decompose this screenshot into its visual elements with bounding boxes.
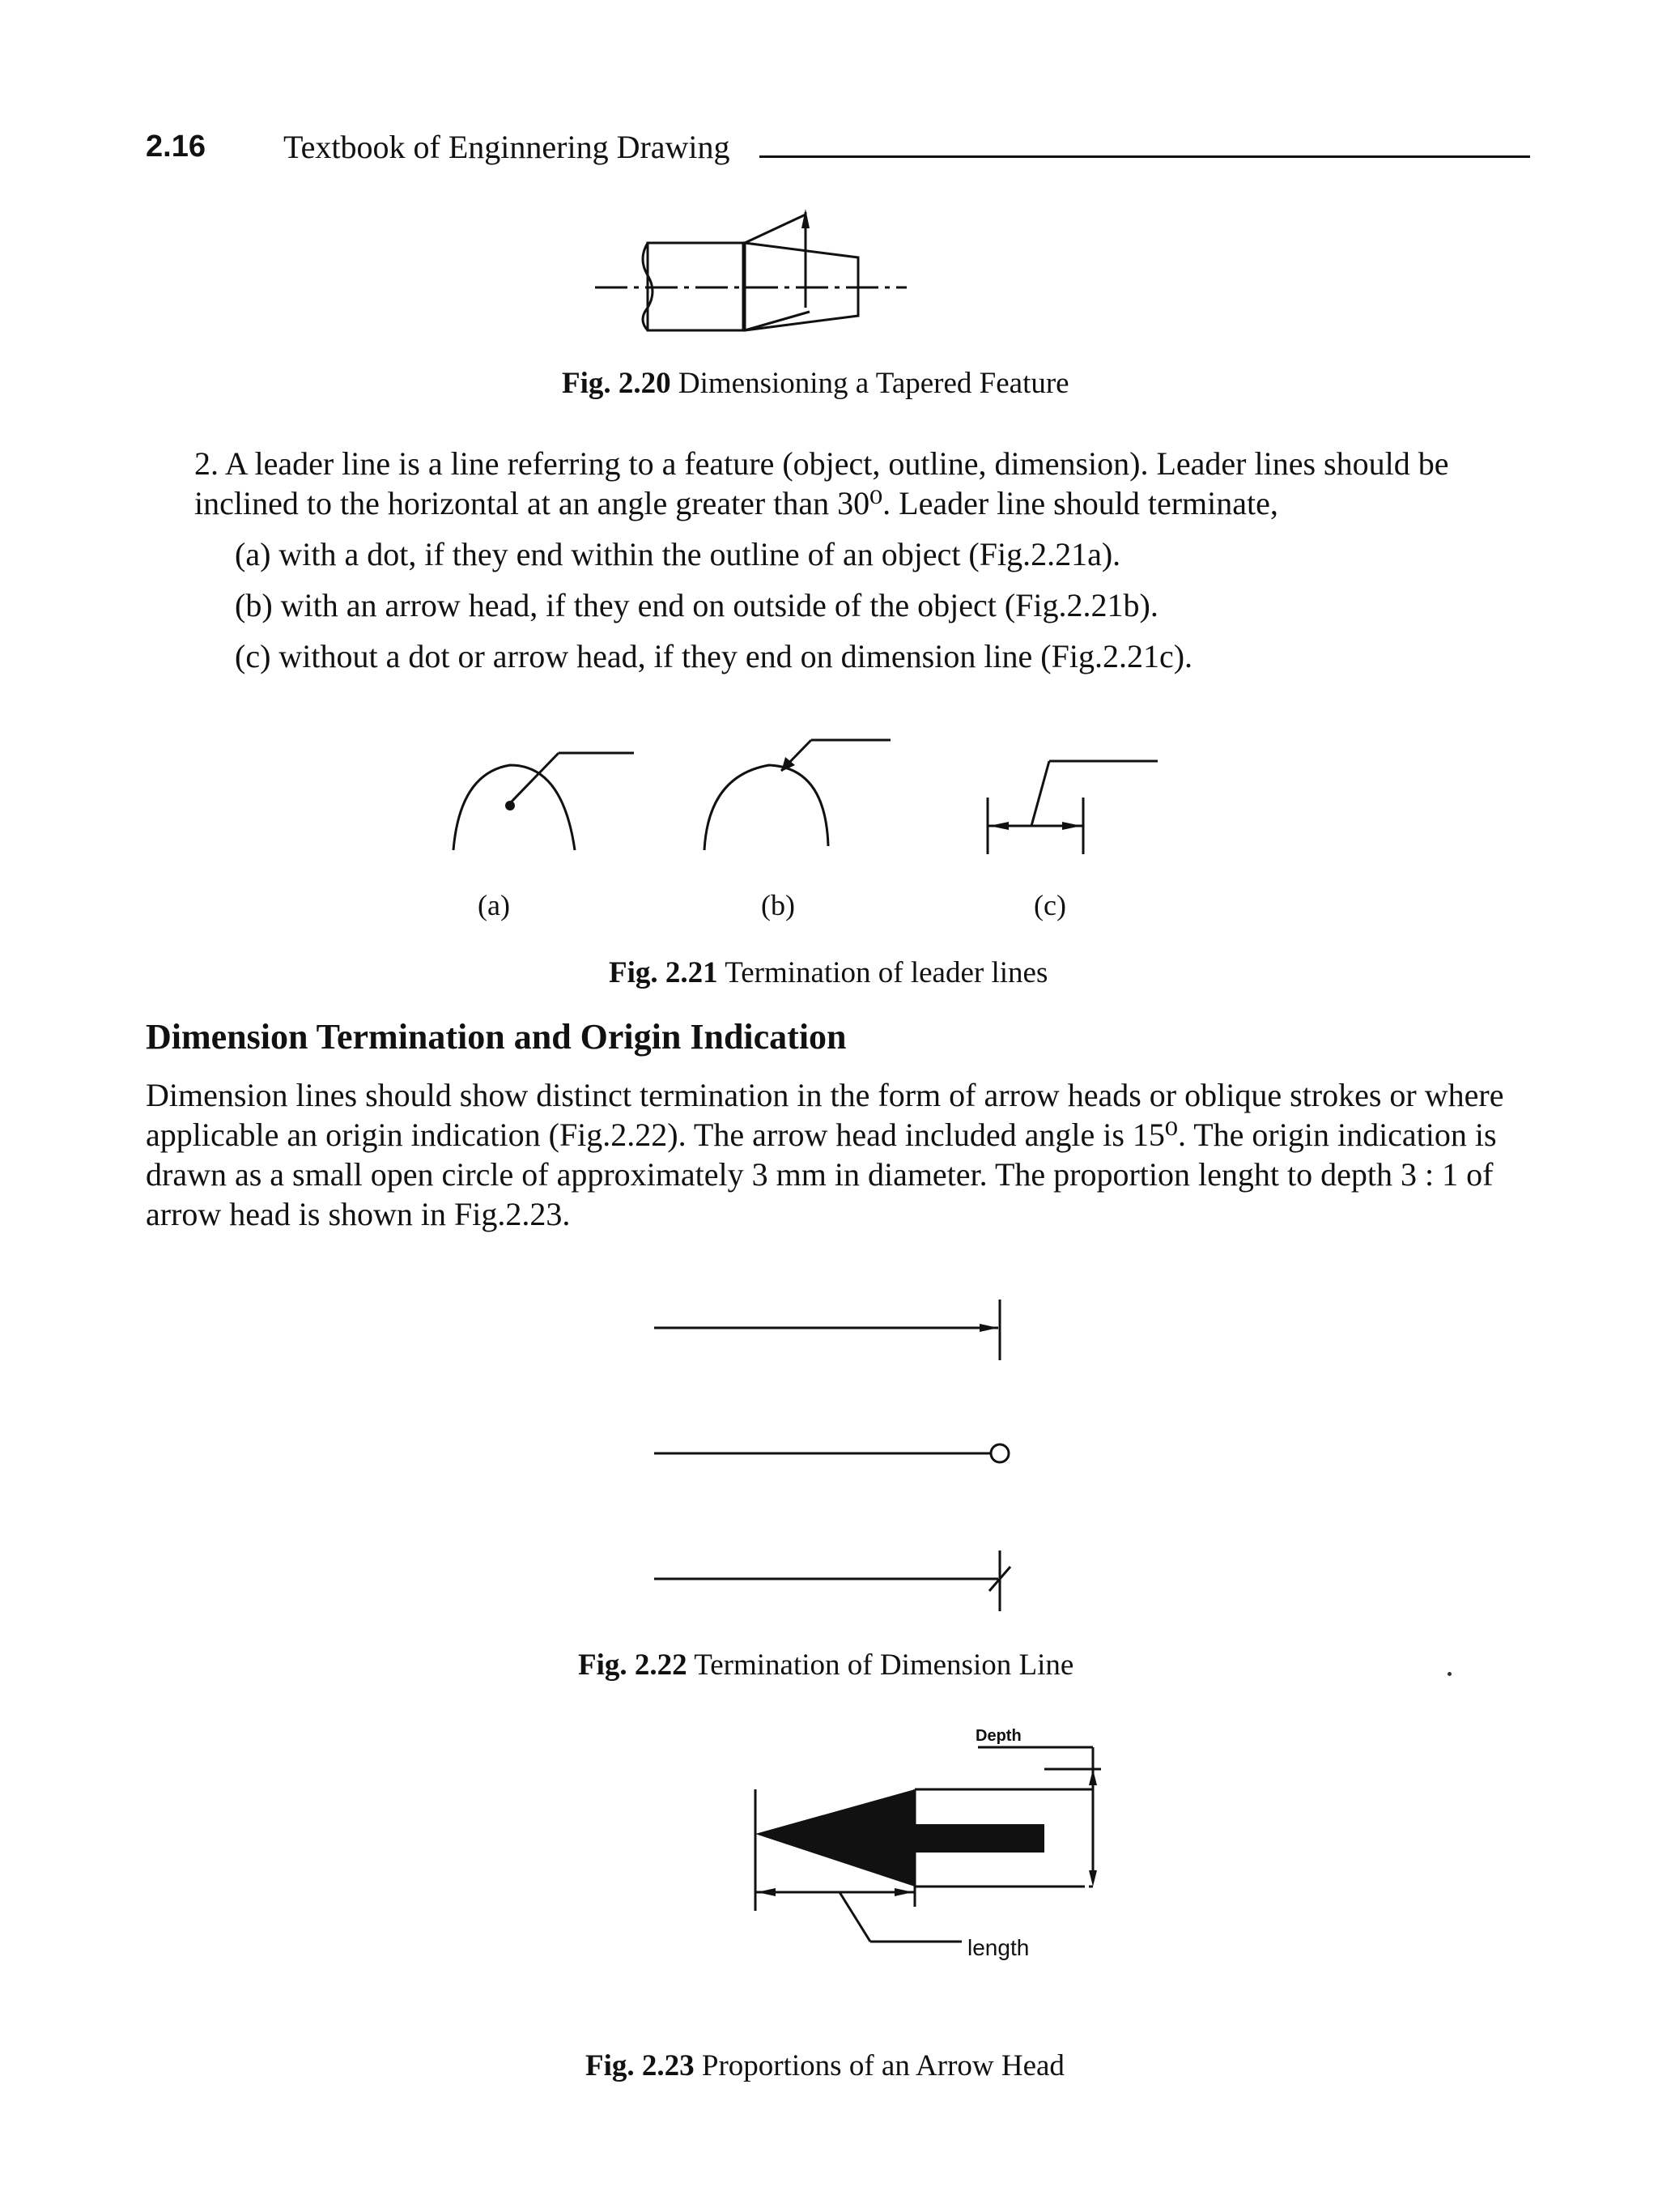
fig-2-21a-label: (a) xyxy=(478,889,510,921)
fig-2-22-label: Fig. 2.22 xyxy=(578,1648,687,1682)
leader-lines-intro: 2. A leader line is a line referring to a feature (object, outline, dimension). Leader lines should be inclined to the horizontal at an angle greater than 30⁰. Leader line should terminate, xyxy=(194,445,1449,521)
depth-label: Depth xyxy=(976,1727,1022,1745)
fig-2-22-caption xyxy=(578,1648,1073,1682)
header-rule xyxy=(759,155,1530,158)
length-label: length xyxy=(967,1935,1030,1960)
fig-2-22-text: Termination of Dimension Line xyxy=(694,1648,1074,1682)
fig-2-23-label: Fig. 2.23 xyxy=(585,2049,695,2082)
fig-2-20-text: Dimensioning a Tapered Feature xyxy=(678,367,1069,400)
fig-2-21b-label: (b) xyxy=(761,889,795,921)
page-number: 2.16 xyxy=(146,130,206,164)
fig-2-21-label: Fig. 2.21 xyxy=(609,956,718,989)
fig-2-21-caption xyxy=(609,955,1048,990)
fig-2-23-caption xyxy=(585,2048,1065,2083)
fig-2-21-text: Termination of leader lines xyxy=(725,956,1048,989)
leader-item-c: (c) without a dot or arrow head, if they end on dimension line (Fig.2.21c). xyxy=(235,638,1193,674)
fig-2-23-text: Proportions of an Arrow Head xyxy=(701,2049,1065,2082)
fig-2-21c-label: (c) xyxy=(1034,889,1066,921)
fig-2-20-label: Fig. 2.20 xyxy=(562,367,671,400)
fig-2-20-caption xyxy=(562,366,1069,401)
section-heading: Dimension Termination and Origin Indication xyxy=(146,1017,847,1057)
section-body: Dimension lines should show distinct termination in the form of arrow heads or oblique strokes or where applicable an origin indication (Fig.2.22). The arrow head included angle is 15⁰. The origin indication is drawn as a small open circle of approximately 3 mm in diameter. The proportion lenght to depth 3 : 1 of arrow head is shown in Fig.2.23. xyxy=(146,1077,1504,1232)
book-title: Textbook of Enginnering Drawing xyxy=(283,129,730,165)
leader-item-b: (b) with an arrow head, if they end on outside of the object (Fig.2.21b). xyxy=(235,587,1158,623)
leader-item-a: (a) with a dot, if they end within the outline of an object (Fig.2.21a). xyxy=(235,536,1121,572)
speck xyxy=(1448,1672,1452,1676)
